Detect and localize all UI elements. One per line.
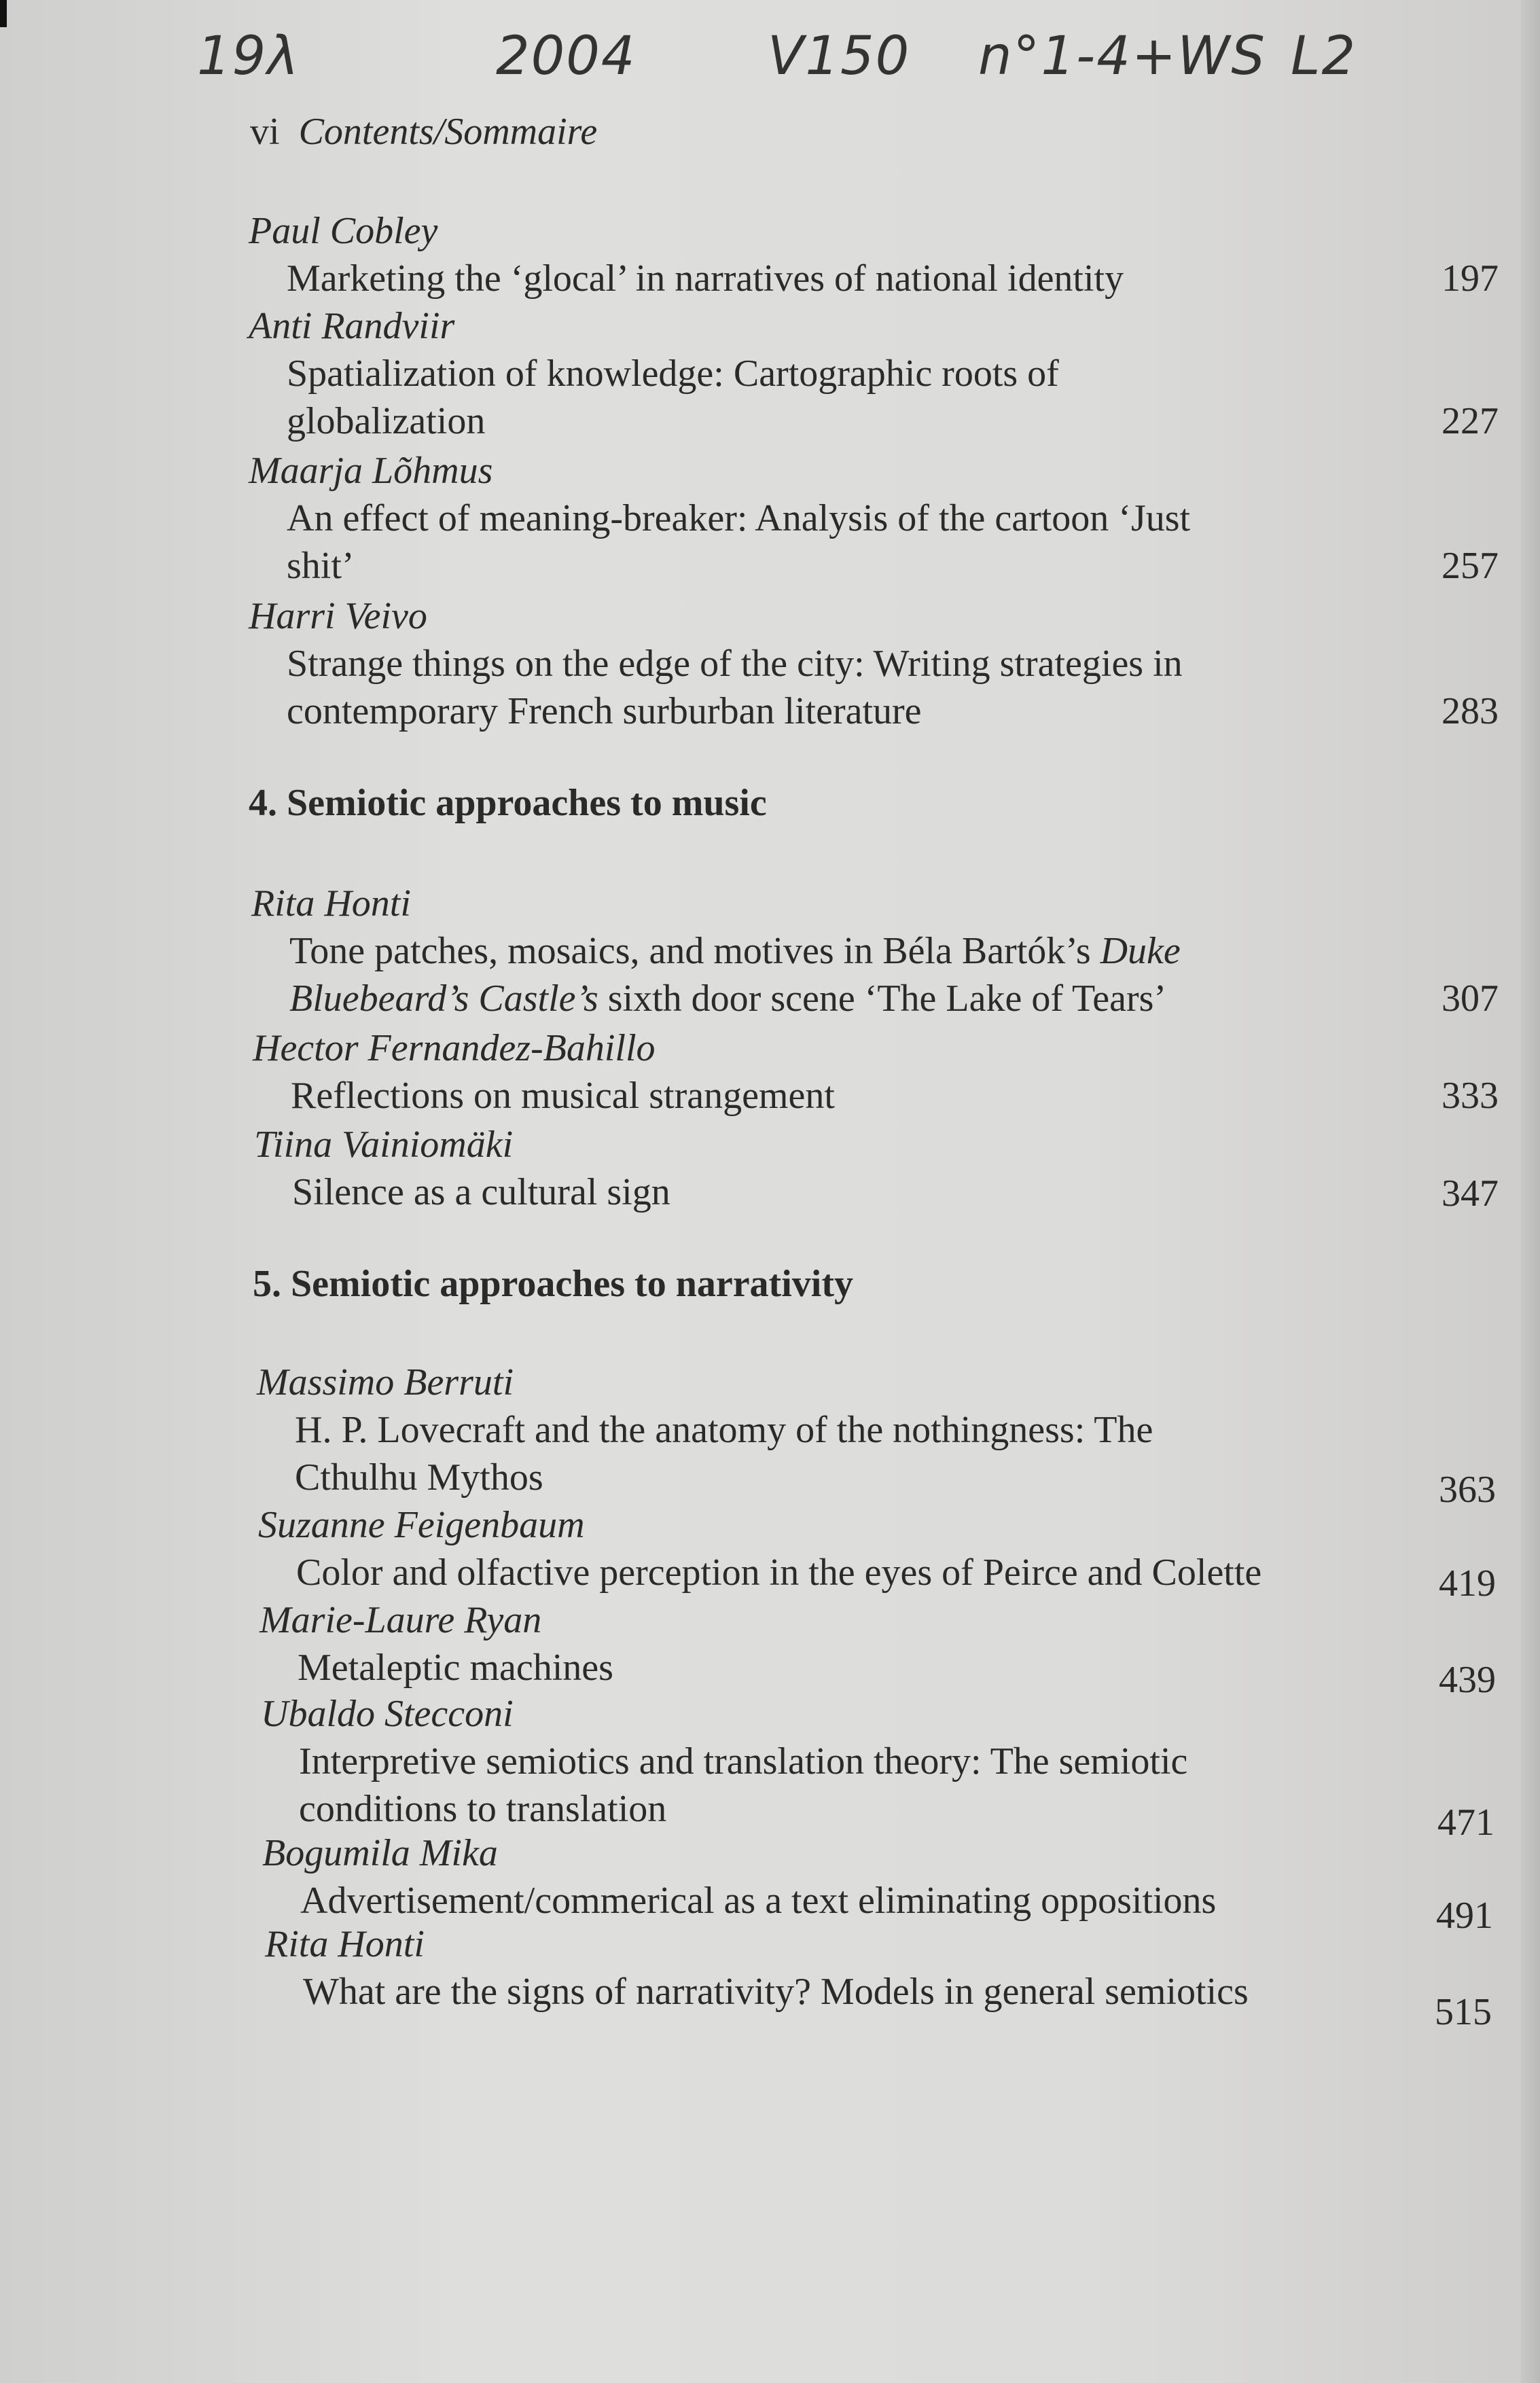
toc-entry — [257, 1359, 1153, 1501]
entry-page-number: 347 — [1441, 1172, 1499, 1215]
entry-author: Rita Honti — [265, 1923, 425, 1965]
toc-entry — [261, 1690, 1187, 1833]
section-heading: 4. Semiotic approaches to music — [249, 782, 767, 824]
entry-author: Massimo Berruti — [257, 1361, 514, 1403]
entry-title-italic: Duke — [1100, 930, 1181, 972]
toc-entry — [249, 207, 1124, 302]
toc-entry — [249, 302, 1059, 445]
toc-entry — [258, 1501, 1261, 1596]
page-title: Contents/Sommaire — [298, 111, 598, 153]
entry-author: Ubaldo Stecconi — [261, 1693, 514, 1735]
page-number-roman: vi — [250, 111, 280, 153]
toc-entry — [259, 1596, 613, 1691]
entry-page-number: 419 — [1439, 1562, 1496, 1605]
entry-title-line: Cthulhu Mythos — [295, 1456, 543, 1499]
entry-title: Advertisement/commerical as a text eliminating oppositions — [300, 1880, 1217, 1922]
entry-title-line: conditions to translation — [299, 1788, 667, 1830]
toc-entry — [251, 880, 1181, 1022]
entry-title-text: Tone patches, mosaics, and motives in Béla Bartók’s — [289, 930, 1100, 972]
entry-page-number: 363 — [1439, 1469, 1496, 1511]
entry-page-number: 515 — [1435, 1991, 1492, 2033]
toc-entry — [249, 592, 1183, 735]
entry-page-number: 471 — [1437, 1802, 1494, 1844]
handwritten-note-5: L2 — [1291, 26, 1357, 87]
entry-title: What are the signs of narrativity? Models in general semiotics — [303, 1971, 1249, 2013]
entry-title: Color and olfactive perception in the eyes of Peirce and Colette — [296, 1552, 1262, 1594]
entry-author: Bogumila Mika — [262, 1832, 498, 1874]
toc-entry — [253, 1024, 835, 1119]
entry-title-line — [251, 927, 1181, 975]
handwritten-note-2: 2004 — [496, 26, 637, 87]
entry-author: Rita Honti — [251, 882, 411, 925]
entry-page-number: 227 — [1441, 400, 1499, 442]
entry-author: Paul Cobley — [249, 210, 438, 252]
page-edge-shadow — [1521, 0, 1540, 2383]
entry-author: Anti Randviir — [249, 305, 455, 347]
entry-page-number: 439 — [1439, 1659, 1496, 1701]
entry-author: Harri Veivo — [249, 595, 427, 637]
entry-author: Hector Fernandez-Bahillo — [253, 1027, 656, 1069]
entry-title-line — [251, 975, 1181, 1022]
scan-edge-mark — [0, 0, 7, 27]
entry-title-text: sixth door scene ‘The Lake of Tears’ — [598, 978, 1167, 1020]
handwritten-note-3: V150 — [768, 26, 911, 87]
handwritten-note-1: 19λ — [197, 26, 300, 87]
entry-author: Suzanne Feigenbaum — [258, 1504, 585, 1546]
entry-author: Tiina Vainiomäki — [254, 1124, 514, 1166]
entry-title-line: Interpretive semiotics and translation theory: The semiotic — [299, 1740, 1188, 1782]
entry-title-line: Strange things on the edge of the city: Writing strategies in — [287, 643, 1183, 685]
entry-title-line: shit’ — [287, 545, 355, 587]
handwritten-note-4: n°1-4+WS — [978, 26, 1266, 87]
entry-title-line: Spatialization of knowledge: Cartographic roots of — [287, 353, 1059, 395]
entry-author: Marie-Laure Ryan — [259, 1599, 542, 1641]
entry-page-number: 307 — [1441, 978, 1499, 1020]
section-heading: 5. Semiotic approaches to narrativity — [253, 1263, 853, 1305]
entry-title: Marketing the ‘glocal’ in narratives of national identity — [287, 257, 1124, 300]
toc-entry — [254, 1121, 670, 1216]
toc-entry — [262, 1829, 1216, 1924]
entry-title: Metaleptic machines — [298, 1647, 613, 1689]
toc-entry — [265, 1920, 1249, 2015]
entry-author: Maarja Lõhmus — [249, 450, 493, 492]
entry-title: Reflections on musical strangement — [291, 1075, 835, 1117]
entry-title-line: H. P. Lovecraft and the anatomy of the nothingness: The — [295, 1409, 1153, 1451]
entry-title-line: An effect of meaning-breaker: Analysis of the cartoon ‘Just — [287, 497, 1191, 539]
entry-page-number: 197 — [1441, 257, 1499, 300]
entry-page-number: 257 — [1441, 545, 1499, 587]
page-header — [250, 110, 597, 154]
entry-page-number: 283 — [1441, 690, 1499, 732]
entry-title-line: globalization — [287, 400, 486, 442]
entry-title: Silence as a cultural sign — [292, 1171, 670, 1213]
entry-page-number: 491 — [1436, 1895, 1493, 1937]
entry-page-number: 333 — [1441, 1075, 1499, 1117]
entry-title-line: contemporary French surburban literature — [287, 690, 922, 732]
entry-title-italic: Bluebeard’s Castle’s — [289, 978, 598, 1020]
toc-entry — [249, 447, 1190, 590]
